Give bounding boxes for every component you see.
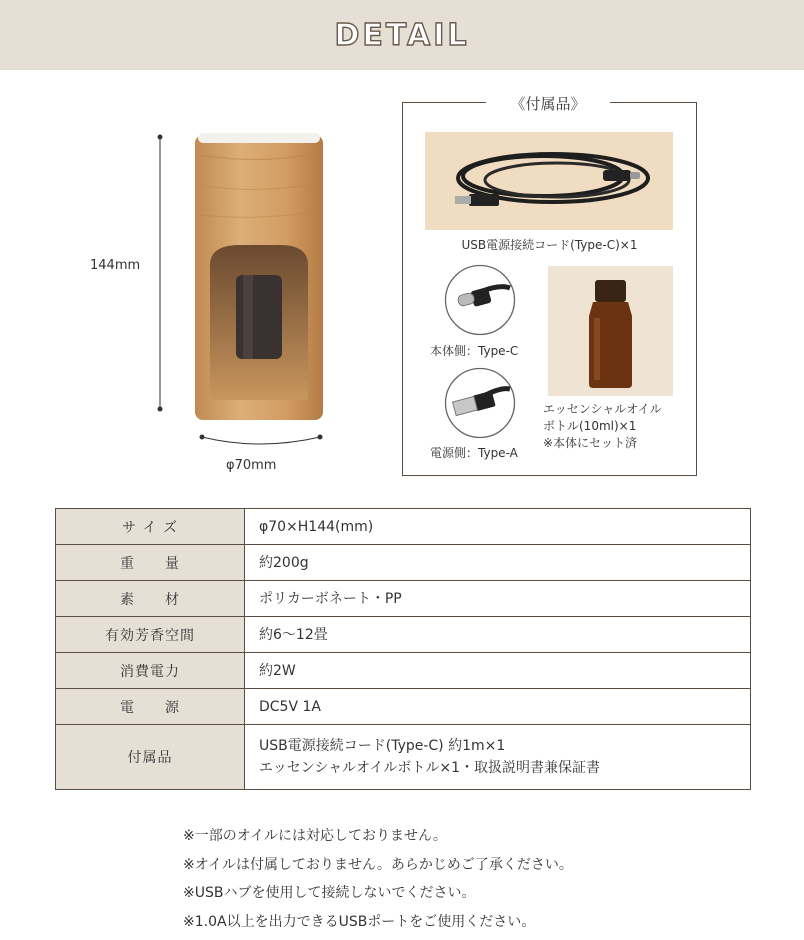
spec-value-line: DC5V 1A (259, 696, 750, 718)
type-a-connector-image (444, 367, 516, 439)
spec-value (245, 653, 751, 689)
note-item: ※オイルは付属しておりません。あらかじめご了承ください。 (183, 855, 573, 884)
usb-cable-label: USB電源接続コード(Type-C)×1 (402, 236, 697, 253)
spec-label: 素 材 (56, 581, 245, 617)
spec-row-power-source (56, 689, 751, 725)
spec-value-line: USB電源接続コード(Type-C) 約1m×1 (259, 735, 750, 757)
page-title: DETAIL (334, 18, 469, 53)
spec-value-line: エッセンシャルオイルボトル×1・取扱説明書兼保証書 (259, 757, 750, 779)
spec-value-line: 約6〜12畳 (259, 624, 750, 646)
spec-label: サ イ ズ (56, 509, 245, 545)
spec-row-weight (56, 545, 751, 581)
spec-value-line: 約2W (259, 660, 750, 682)
spec-label: 有効芳香空間 (56, 617, 245, 653)
width-dimension: φ70mm (226, 458, 276, 473)
spec-row-size (56, 509, 751, 545)
note-item: ※一部のオイルには対応しておりません。 (183, 826, 573, 855)
spec-row-accessories (56, 725, 751, 790)
spec-row-power-consumption (56, 653, 751, 689)
spec-value-line: φ70×H144(mm) (259, 516, 750, 538)
oil-bottle-label-line-2: ボトル(10ml)×1 (543, 418, 693, 435)
oil-bottle-label-line-3: ※本体にセット済 (543, 435, 693, 452)
type-c-label: 本体側：Type-C (430, 342, 518, 359)
spec-value-line: 約200g (259, 552, 750, 574)
height-dimension: 144mm (90, 258, 140, 273)
usb-cable-image (425, 132, 673, 230)
spec-label: 重 量 (56, 545, 245, 581)
spec-label: 付属品 (56, 725, 245, 790)
notes (183, 826, 573, 940)
spec-value (245, 581, 751, 617)
oil-bottle-label (543, 401, 693, 452)
spec-row-aroma-space (56, 617, 751, 653)
oil-bottle-image (548, 266, 673, 396)
type-a-label: 電源側：Type-A (430, 444, 518, 461)
spec-label: 電 源 (56, 689, 245, 725)
note-item: ※1.0A以上を出力できるUSBポートをご使用ください。 (183, 912, 573, 940)
accessories-title: 《付属品》 (486, 93, 610, 114)
spec-label: 消費電力 (56, 653, 245, 689)
spec-value (245, 689, 751, 725)
spec-value (245, 725, 751, 790)
product-diffuser-image (60, 125, 350, 485)
type-c-connector-image (444, 264, 516, 336)
spec-value (245, 617, 751, 653)
spec-table (55, 508, 751, 790)
spec-value (245, 509, 751, 545)
spec-row-material (56, 581, 751, 617)
note-item: ※USBハブを使用して接続しないでください。 (183, 883, 573, 912)
spec-value (245, 545, 751, 581)
spec-value-line: ポリカーボネート・PP (259, 588, 750, 610)
detail-banner (0, 0, 804, 70)
oil-bottle-label-line-1: エッセンシャルオイル (543, 401, 693, 418)
